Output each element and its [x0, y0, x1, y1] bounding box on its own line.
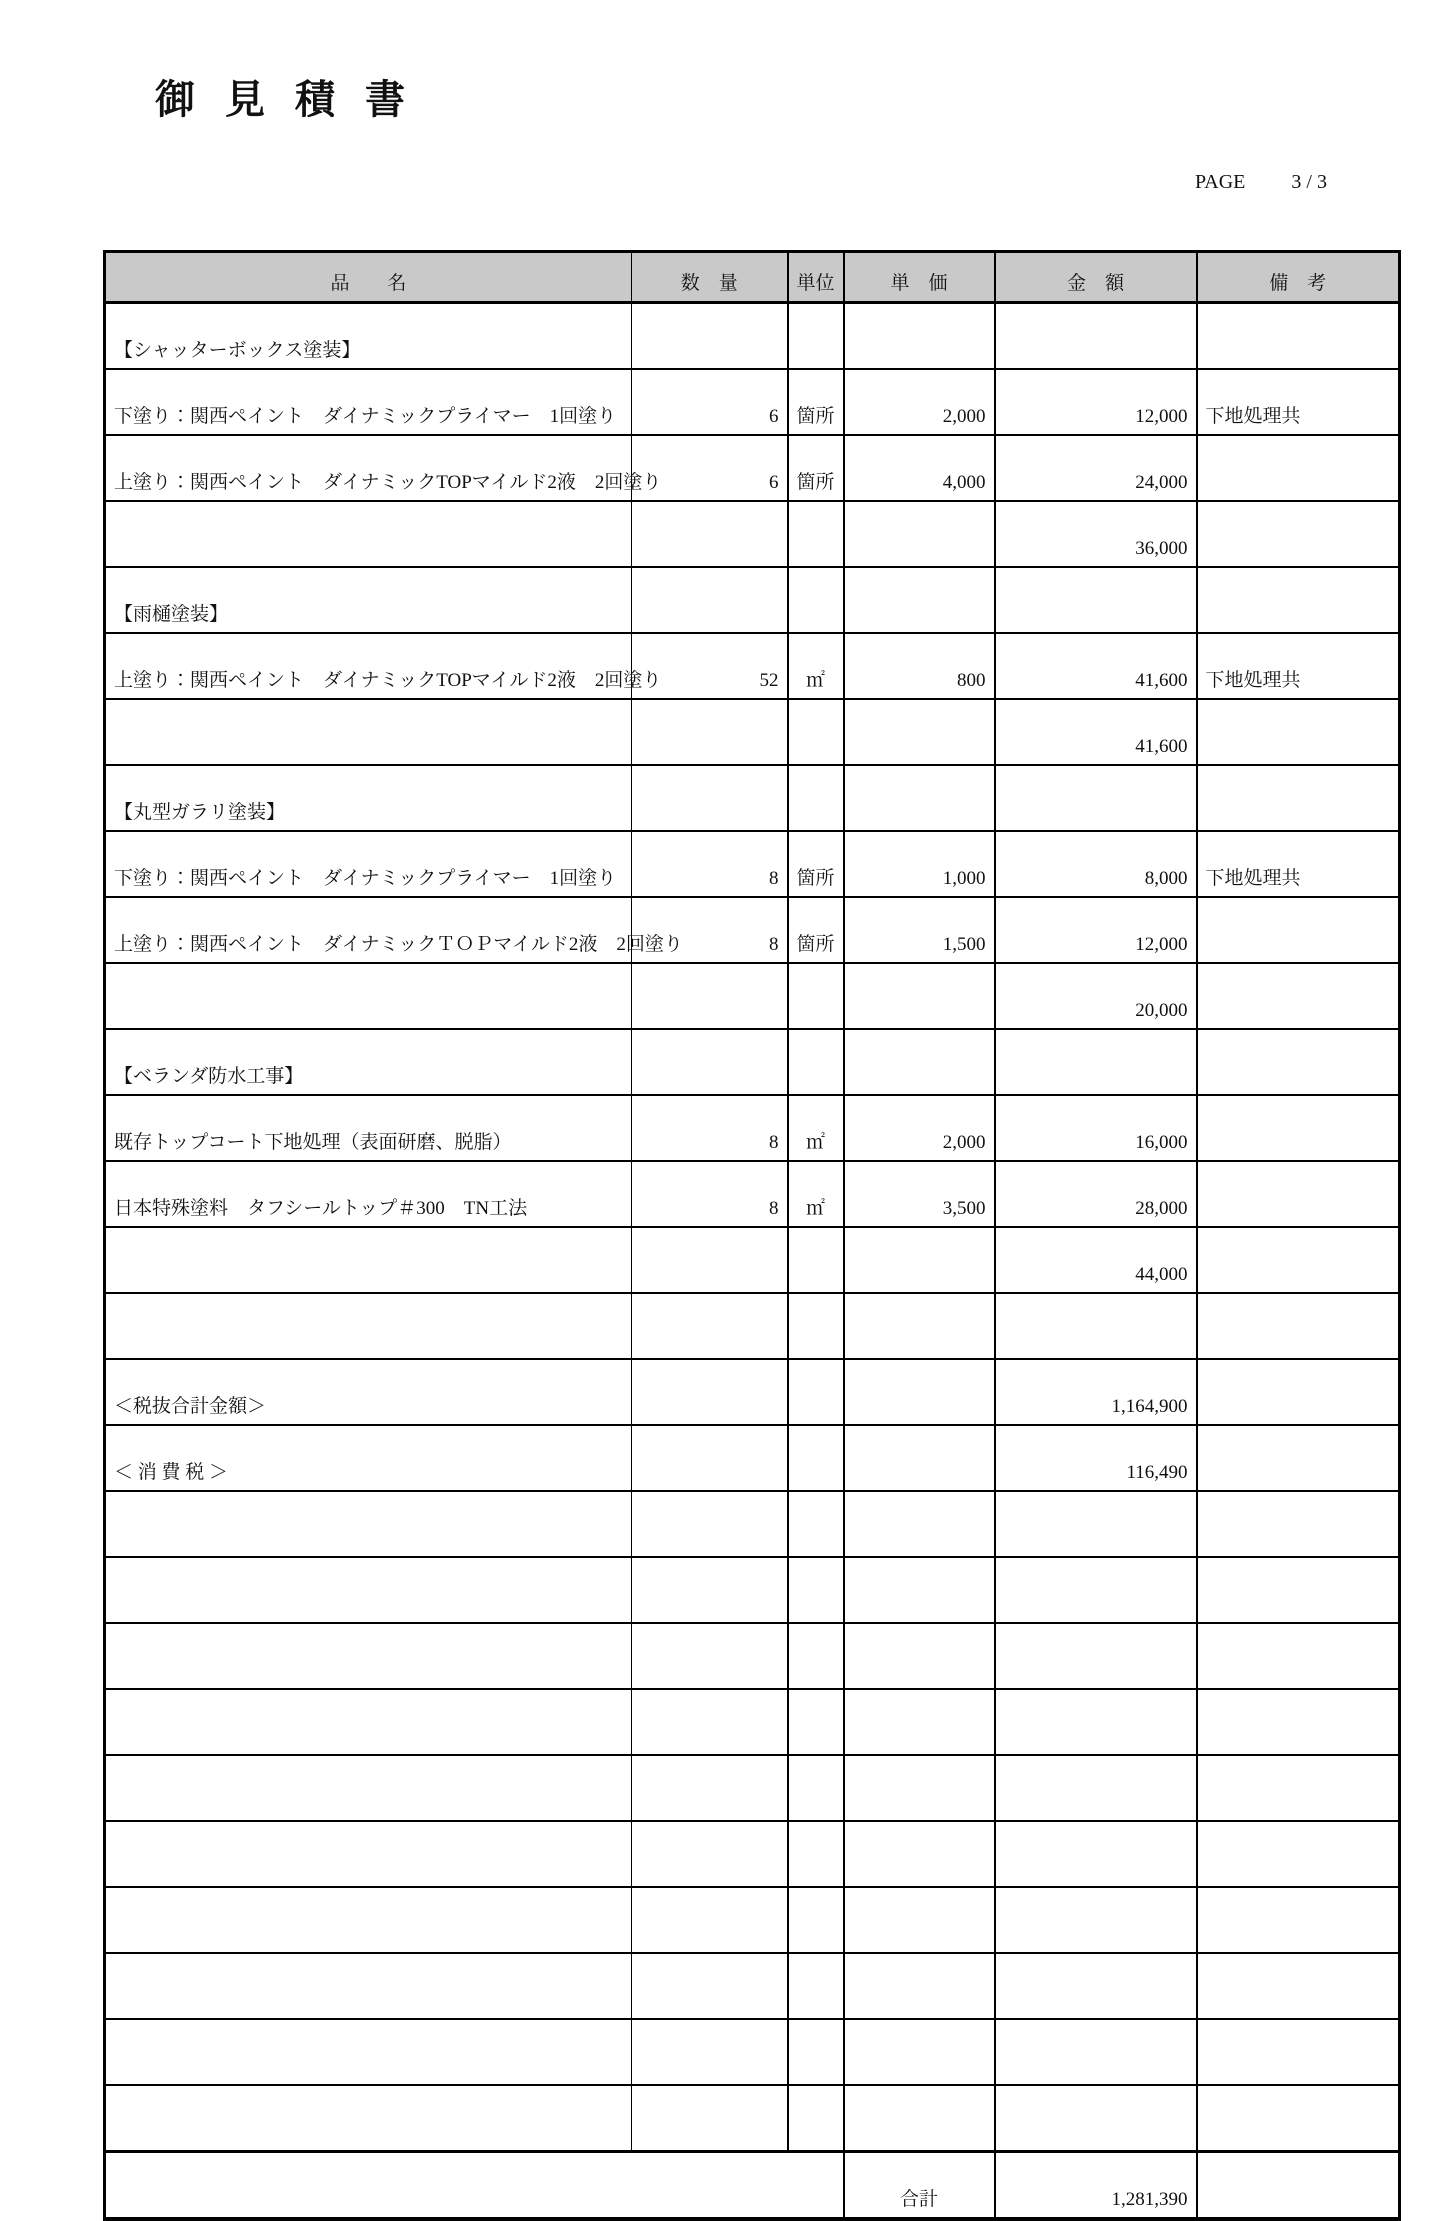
- total-note-cell: [1197, 2152, 1400, 2220]
- table-row: [105, 1887, 1400, 1953]
- unit-price-cell: [844, 567, 995, 633]
- amount-cell: [995, 1293, 1197, 1359]
- table-row: [105, 501, 1400, 567]
- table-row: [105, 1095, 1400, 1161]
- amount-cell: 16,000: [995, 1095, 1197, 1161]
- item-name-cell: [105, 963, 632, 1029]
- quantity-cell: [632, 501, 788, 567]
- amount-cell: [995, 1689, 1197, 1755]
- note-cell: [1197, 435, 1400, 501]
- quantity-cell: [632, 2085, 788, 2152]
- quantity-cell: [632, 567, 788, 633]
- table-row: [105, 1227, 1400, 1293]
- unit-price-cell: [844, 1425, 995, 1491]
- item-name-cell: 【丸型ガラリ塗装】: [105, 765, 632, 831]
- note-cell: [1197, 567, 1400, 633]
- note-cell: [1197, 1227, 1400, 1293]
- note-cell: [1197, 1887, 1400, 1953]
- unit-cell: [788, 765, 844, 831]
- item-name-cell: ＜税抜合計金額＞: [105, 1359, 632, 1425]
- unit-cell: 箇所: [788, 435, 844, 501]
- table-body: [105, 303, 1400, 2220]
- table-row: [105, 831, 1400, 897]
- total-label-cell: 合計: [844, 2152, 995, 2220]
- amount-cell: 12,000: [995, 369, 1197, 435]
- unit-price-cell: [844, 2085, 995, 2152]
- amount-cell: [995, 1821, 1197, 1887]
- quantity-cell: 8: [632, 897, 788, 963]
- item-name-cell: 上塗り：関西ペイント ダイナミックTOPマイルド2液 2回塗り: [105, 633, 632, 699]
- header-unit-price: 単 価: [844, 252, 995, 303]
- note-cell: [1197, 1029, 1400, 1095]
- table-row: [105, 303, 1400, 370]
- amount-cell: [995, 2019, 1197, 2085]
- table-row: [105, 369, 1400, 435]
- amount-cell: [995, 1029, 1197, 1095]
- item-name-cell: 【シャッターボックス塗装】: [105, 303, 632, 370]
- amount-cell: [995, 765, 1197, 831]
- note-cell: [1197, 963, 1400, 1029]
- amount-cell: 36,000: [995, 501, 1197, 567]
- amount-cell: 12,000: [995, 897, 1197, 963]
- item-name-cell: [105, 699, 632, 765]
- note-cell: [1197, 1161, 1400, 1227]
- table-row: [105, 1359, 1400, 1425]
- table-row: [105, 567, 1400, 633]
- table-row: [105, 1425, 1400, 1491]
- item-name-cell: 既存トップコート下地処理（表面研磨、脱脂）: [105, 1095, 632, 1161]
- amount-cell: 44,000: [995, 1227, 1197, 1293]
- unit-cell: [788, 1689, 844, 1755]
- note-cell: [1197, 1689, 1400, 1755]
- amount-cell: 1,164,900: [995, 1359, 1197, 1425]
- quantity-cell: [632, 1293, 788, 1359]
- table-row: [105, 699, 1400, 765]
- unit-price-cell: [844, 963, 995, 1029]
- unit-price-cell: 1,000: [844, 831, 995, 897]
- amount-cell: [995, 1557, 1197, 1623]
- unit-price-cell: 2,000: [844, 1095, 995, 1161]
- note-cell: [1197, 1953, 1400, 2019]
- table-row: [105, 1623, 1400, 1689]
- unit-price-cell: [844, 2019, 995, 2085]
- unit-cell: 箇所: [788, 369, 844, 435]
- amount-cell: [995, 567, 1197, 633]
- note-cell: [1197, 303, 1400, 370]
- table-row: [105, 1161, 1400, 1227]
- table-row: [105, 1821, 1400, 1887]
- note-cell: [1197, 699, 1400, 765]
- item-name-cell: [105, 1557, 632, 1623]
- amount-cell: [995, 1953, 1197, 2019]
- page-indicator: [1175, 148, 1327, 217]
- table-row: [105, 1029, 1400, 1095]
- unit-price-cell: [844, 1491, 995, 1557]
- note-cell: 下地処理共: [1197, 831, 1400, 897]
- unit-cell: [788, 699, 844, 765]
- unit-cell: [788, 2085, 844, 2152]
- unit-price-cell: [844, 1755, 995, 1821]
- unit-price-cell: [844, 765, 995, 831]
- quantity-cell: [632, 303, 788, 370]
- item-name-cell: [105, 1491, 632, 1557]
- table-row: [105, 963, 1400, 1029]
- note-cell: [1197, 2019, 1400, 2085]
- item-name-cell: [105, 1755, 632, 1821]
- item-name-cell: [105, 1689, 632, 1755]
- unit-cell: [788, 1821, 844, 1887]
- unit-price-cell: [844, 699, 995, 765]
- unit-price-cell: [844, 1887, 995, 1953]
- unit-cell: 箇所: [788, 831, 844, 897]
- total-row: [105, 2152, 1400, 2220]
- quantity-cell: [632, 1821, 788, 1887]
- quantity-cell: [632, 1557, 788, 1623]
- item-name-cell: 下塗り：関西ペイント ダイナミックプライマー 1回塗り: [105, 369, 632, 435]
- unit-price-cell: 3,500: [844, 1161, 995, 1227]
- quantity-cell: [632, 1359, 788, 1425]
- unit-cell: [788, 303, 844, 370]
- unit-cell: [788, 1887, 844, 1953]
- unit-price-cell: [844, 1953, 995, 2019]
- unit-cell: [788, 1623, 844, 1689]
- quantity-cell: [632, 1887, 788, 1953]
- quantity-cell: [632, 1425, 788, 1491]
- quantity-cell: 8: [632, 1161, 788, 1227]
- item-name-cell: ＜ 消 費 税 ＞: [105, 1425, 632, 1491]
- header-amount: 金 額: [995, 252, 1197, 303]
- amount-cell: [995, 1887, 1197, 1953]
- table-row: [105, 1953, 1400, 2019]
- amount-cell: 24,000: [995, 435, 1197, 501]
- note-cell: [1197, 1293, 1400, 1359]
- quantity-cell: 8: [632, 831, 788, 897]
- page-title: 御 見 積 書: [155, 77, 415, 122]
- amount-cell: 8,000: [995, 831, 1197, 897]
- table-row: [105, 1491, 1400, 1557]
- note-cell: [1197, 1359, 1400, 1425]
- note-cell: [1197, 1491, 1400, 1557]
- table-row: [105, 765, 1400, 831]
- item-name-cell: [105, 1293, 632, 1359]
- unit-cell: [788, 1755, 844, 1821]
- note-cell: [1197, 1425, 1400, 1491]
- quantity-cell: [632, 699, 788, 765]
- unit-price-cell: [844, 1623, 995, 1689]
- unit-price-cell: [844, 1557, 995, 1623]
- table-row: [105, 1557, 1400, 1623]
- unit-price-cell: 800: [844, 633, 995, 699]
- item-name-cell: [105, 501, 632, 567]
- item-name-cell: [105, 2085, 632, 2152]
- table-row: [105, 2019, 1400, 2085]
- note-cell: [1197, 2085, 1400, 2152]
- amount-cell: 28,000: [995, 1161, 1197, 1227]
- unit-price-cell: 1,500: [844, 897, 995, 963]
- table-row: [105, 1755, 1400, 1821]
- quantity-cell: 6: [632, 369, 788, 435]
- quantity-cell: 6: [632, 435, 788, 501]
- table-row: [105, 897, 1400, 963]
- unit-price-cell: [844, 1359, 995, 1425]
- unit-price-cell: [844, 303, 995, 370]
- table-row: [105, 1293, 1400, 1359]
- unit-cell: [788, 1425, 844, 1491]
- header-item-name: 品 名: [105, 252, 632, 303]
- unit-price-cell: 4,000: [844, 435, 995, 501]
- unit-price-cell: [844, 1689, 995, 1755]
- unit-cell: ㎡: [788, 1095, 844, 1161]
- item-name-cell: 日本特殊塗料 タフシールトップ＃300 TN工法: [105, 1161, 632, 1227]
- total-merged-cell: [105, 2152, 844, 2220]
- amount-cell: [995, 2085, 1197, 2152]
- unit-price-cell: [844, 1821, 995, 1887]
- header-note: 備 考: [1197, 252, 1400, 303]
- unit-cell: [788, 963, 844, 1029]
- amount-cell: 41,600: [995, 633, 1197, 699]
- total-amount-cell: 1,281,390: [995, 2152, 1197, 2220]
- unit-price-cell: [844, 1293, 995, 1359]
- unit-cell: [788, 1953, 844, 2019]
- amount-cell: [995, 1755, 1197, 1821]
- unit-price-cell: 2,000: [844, 369, 995, 435]
- item-name-cell: 【ベランダ防水工事】: [105, 1029, 632, 1095]
- unit-cell: 箇所: [788, 897, 844, 963]
- unit-cell: [788, 567, 844, 633]
- item-name-cell: 上塗り：関西ペイント ダイナミックＴＯＰマイルド2液 2回塗り: [105, 897, 632, 963]
- estimate-table: [103, 250, 1401, 2221]
- unit-price-cell: [844, 501, 995, 567]
- quantity-cell: [632, 1491, 788, 1557]
- item-name-cell: [105, 1227, 632, 1293]
- note-cell: 下地処理共: [1197, 633, 1400, 699]
- unit-cell: [788, 2019, 844, 2085]
- unit-cell: [788, 1491, 844, 1557]
- amount-cell: [995, 1491, 1197, 1557]
- item-name-cell: [105, 2019, 632, 2085]
- amount-cell: [995, 303, 1197, 370]
- quantity-cell: 8: [632, 1095, 788, 1161]
- quantity-cell: [632, 1227, 788, 1293]
- quantity-cell: [632, 1029, 788, 1095]
- note-cell: [1197, 501, 1400, 567]
- note-cell: [1197, 1557, 1400, 1623]
- page-number: 3 / 3: [1291, 171, 1327, 193]
- quantity-cell: [632, 963, 788, 1029]
- unit-price-cell: [844, 1227, 995, 1293]
- item-name-cell: [105, 1953, 632, 2019]
- quantity-cell: [632, 2019, 788, 2085]
- quantity-cell: 52: [632, 633, 788, 699]
- item-name-cell: [105, 1887, 632, 1953]
- table-row: [105, 435, 1400, 501]
- unit-cell: [788, 1557, 844, 1623]
- quantity-cell: [632, 765, 788, 831]
- unit-cell: [788, 1227, 844, 1293]
- item-name-cell: 下塗り：関西ペイント ダイナミックプライマー 1回塗り: [105, 831, 632, 897]
- table-header-row: [105, 252, 1400, 303]
- table-row: [105, 2085, 1400, 2152]
- amount-cell: 41,600: [995, 699, 1197, 765]
- unit-cell: ㎡: [788, 633, 844, 699]
- quantity-cell: [632, 1623, 788, 1689]
- quantity-cell: [632, 1689, 788, 1755]
- unit-cell: [788, 1029, 844, 1095]
- item-name-cell: 上塗り：関西ペイント ダイナミックTOPマイルド2液 2回塗り: [105, 435, 632, 501]
- amount-cell: 116,490: [995, 1425, 1197, 1491]
- page-label: PAGE: [1195, 171, 1246, 193]
- amount-cell: 20,000: [995, 963, 1197, 1029]
- item-name-cell: [105, 1623, 632, 1689]
- unit-cell: [788, 501, 844, 567]
- amount-cell: [995, 1623, 1197, 1689]
- unit-cell: [788, 1359, 844, 1425]
- unit-cell: ㎡: [788, 1161, 844, 1227]
- note-cell: [1197, 1821, 1400, 1887]
- note-cell: [1197, 897, 1400, 963]
- note-cell: 下地処理共: [1197, 369, 1400, 435]
- table-row: [105, 633, 1400, 699]
- note-cell: [1197, 1095, 1400, 1161]
- note-cell: [1197, 765, 1400, 831]
- note-cell: [1197, 1623, 1400, 1689]
- header-quantity: 数 量: [632, 252, 788, 303]
- item-name-cell: 【雨樋塗装】: [105, 567, 632, 633]
- unit-price-cell: [844, 1029, 995, 1095]
- quantity-cell: [632, 1953, 788, 2019]
- item-name-cell: [105, 1821, 632, 1887]
- header-unit: 単位: [788, 252, 844, 303]
- note-cell: [1197, 1755, 1400, 1821]
- quantity-cell: [632, 1755, 788, 1821]
- table-row: [105, 1689, 1400, 1755]
- unit-cell: [788, 1293, 844, 1359]
